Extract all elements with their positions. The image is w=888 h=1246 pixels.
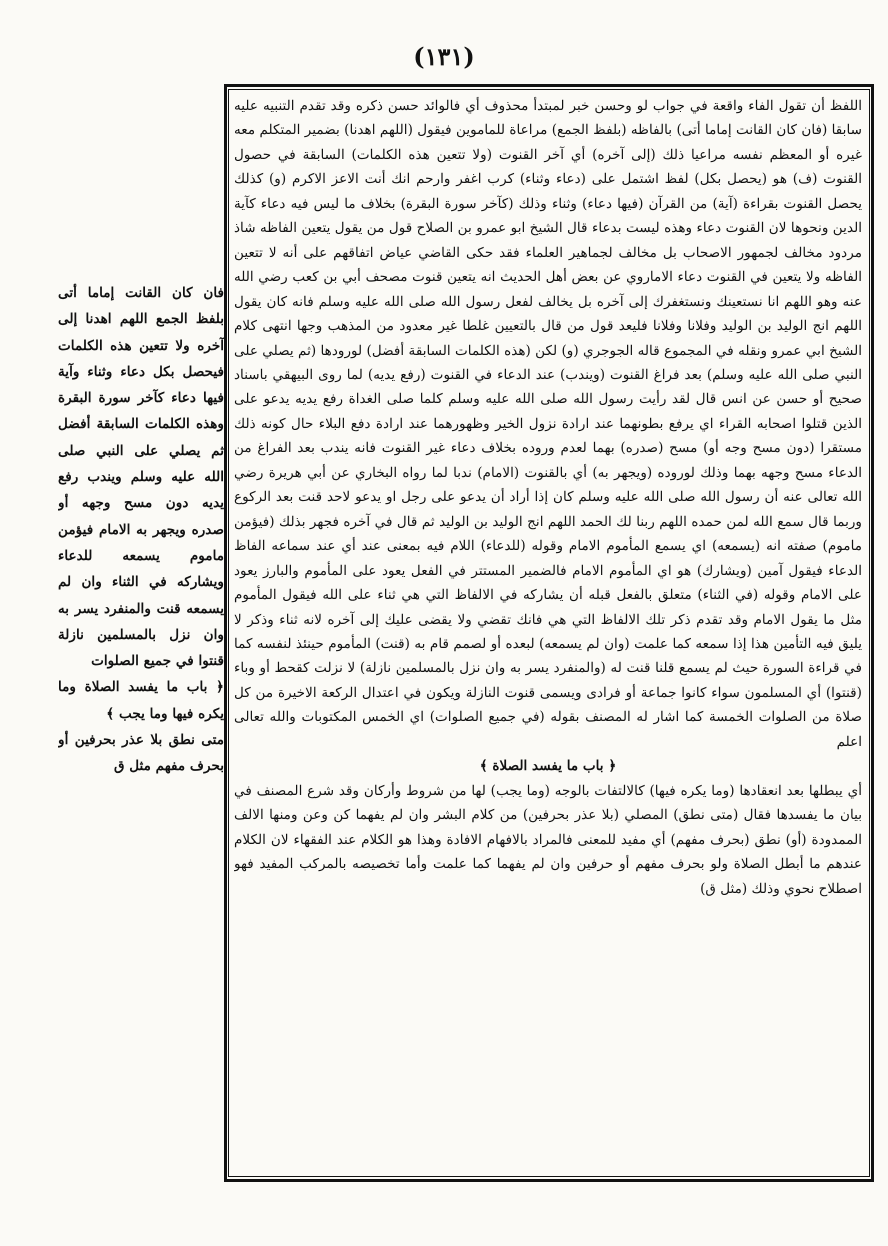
commentary-paragraph: أي يبطلها بعد انعقادها (وما يكره فيها) كالالتفات بالوجه (وما يجب) لها من شروط وأركان وقد شرع المصنف في بيان ما يفسدها فقال (متى نطق) المصلي (بلا عذر بحرفين) من كلام البشر وان لم يفهما كن وعن ومنها الالف الممدودة (أو) نطق (بحرف مفهم) أي مفيد للمعنى فالمراد بالافهام الافادة وهذا هو الكلام عند الفقهاء لان الكلام عندهم ما أبطل الصلاة ولو بحرف مفهم أو حرفين وان لم يفهما كما علمت وأما تخصيصه بالمركب المفيد فهو اصطلاح نحوي وذلك (مثل ق) [234,782,862,897]
margin-matn-continuation: متى نطق بلا عذر بحرفين أو بحرف مفهم مثل ق [58,732,224,775]
margin-matn-text: فان كان القانت إماما أتى بلفظ الجمع اللهم اهدنا إلى آخره ولا تتعين هذه الكلمات فيحصل بكل دعاء وثناء وآية فيها دعاء كآخر سورة البقرة وهذه الكلمات السابقة أفضل ثم يصلي على النبي صلى الله عليه وسلم ويندب رفع يديه دون مسح وجهه أو صدره ويجهر به الامام فيؤمن ماموم يسمعه للدعاء ويشاركه في الثناء وان لم يسمعه قنت والمنفرد يسر به وان نزل بالمسلمين نازلة قنتوا في جميع الصلوات [58,285,224,670]
margin-chapter-heading: ﴿ باب ما يفسد الصلاة وما يكره فيها وما يجب ﴾ [58,679,224,722]
chapter-heading: ﴿ باب ما يفسد الصلاة ﴾ [479,758,617,775]
commentary-paragraph: اللفظ أن تقول الفاء واقعة في جواب لو وحسن خبر لمبتدأ محذوف أي فالوائد حسن ذكره وقد تقدم التنبيه عليه سابقا (فان كان القانت إماما أتى) بالفاظه (بلفظ الجمع) مراعاة للماموين فيقول (اللهم اهدنا) بضمير المتكلم معه غيره أو المعظم نفسه مراعيا ذلك (إلى آخره) أي آخر القنوت (ولا تتعين هذه الكلمات) السابقة في حصول القنوت (ف) هو (يحصل بكل) لفظ اشتمل على (دعاء وثناء) كرب اغفر وارحم انك أنت الاعز الاكرم (و) كذلك يحصل القنوت بقراءة (آية) من القرآن (فيها دعاء) وثناء وذلك (كآخر سورة البقرة) بخلاف ما ليس فيه دعاء كآية الدين ونحوها لان القنوت دعاء وهذه ليست بدعاء قال الشيخ ابو عمرو بن الصلاح قول من يقول يتعين الفاظه شاذ مردود مخالف لجمهور الاصحاب بل مخالف لجماهير العلماء فقد حكى القاضي عياض اتفاقهم على أنه لا تتعين الفاظه ولا يتعين في القنوت دعاء الاماروي عن بعض أهل الحديث انه يتعين قنوت مصحف أبي بن كعب رضي الله عنه وهو اللهم انا نستعينك ونستغفرك إلى آخره بل يخالف لفعل رسول الله صلى الله عليه وسلم فانه كان يقول اللهم انج الوليد بن الوليد وفلانا وفلانا فليعد قول من قال بالتعيين غلطا غير معدود من المذهب وجها انتهى كلام الشيخ ابي عمرو ونقله في المجموع قاله الجوجري (و) لكن (هذه الكلمات السابقة أفضل) لورودها (ثم يصلي على النبي صلى الله عليه وسلم) بعد فراغ القنوت (ويندب) عند الدعاء في القنوت (رفع يديه) لما روى البيهقي باسناد صحيح أو حسن عن انس قال لقد رأيت رسول الله صلى الله عليه وسلم كلما صلى الغداة رفع يديه يدعو على الذين قتلوا اصحابه القراء اي يرفع بطونهما عند ارادة نزول الخير وظهورهما عند ارادة دفع البلاء حال كونه ذلك مستقرا (دون مسح وجه أو) مسح (صدره) بهما لعدم وروده بخلاف دعاء غير القنوت فانه يندب بعد الفراغ من الدعاء مسح وجهه بهما وذلك لوروده (ويجهر به) أي بالقنوت (الامام) ندبا لما رواه البخاري عن أبي هريرة رضي الله تعالى عنه أن رسول الله صلى الله عليه وسلم كان إذا أراد أن يدعو على رجل او يدعو لاحد قنت بعد الركوع وربما قال سمع الله لمن حمده اللهم ربنا لك الحمد اللهم انج الوليد بن الوليد ثم قال في آخره فجهر بذلك (فيؤمن ماموم) صفته انه (يسمعه) اي يسمع المأموم الامام وقوله (للدعاء) اللام فيه بمعنى عند أي عند سماعه الفاظ الدعاء فيقول آمين (ويشارك) هو اي المأموم الامام فالضمير المستتر في الفعل يعود على المأموم والبارز يعود على الامام وقوله (في الثناء) متعلق بالفعل قبله أن يشاركه في الالفاظ التي هي ثناء على الله فيقول المأموم مثل ما يقول الامام وقد تقدم ذكر تلك الالفاظ التي هي فانك تقضي ولا يقضى عليك إلى آخره لانه ثناء وذكر لا يليق فيه التأمين هذا إذا سمعه كما علمت (وان لم يسمعه) لبعده أو لصمم قام به (قنت) المأموم حينئذ لنفسه كما في قراءة السورة حيث لم يسمع قلنا قنت له (والمنفرد يسر به وان نزل بالمسلمين نازلة) لا نزلت كقحط أو وباء (قنتوا) أي المسلمون سواء كانوا جماعة أو فرادى ويسمى قنوت النازلة ويكون في اعتدال الركعة الاخيرة من كل صلاة من الصلوات الخمسة كما اشار له المصنف بقوله (في جميع الصلوات) اي الخمس المكتوبات والله تعالى اعلم [234,98,862,750]
main-commentary [234,94,862,1174]
page-number: (١٣١) [413,42,475,71]
margin-matn [58,280,224,860]
